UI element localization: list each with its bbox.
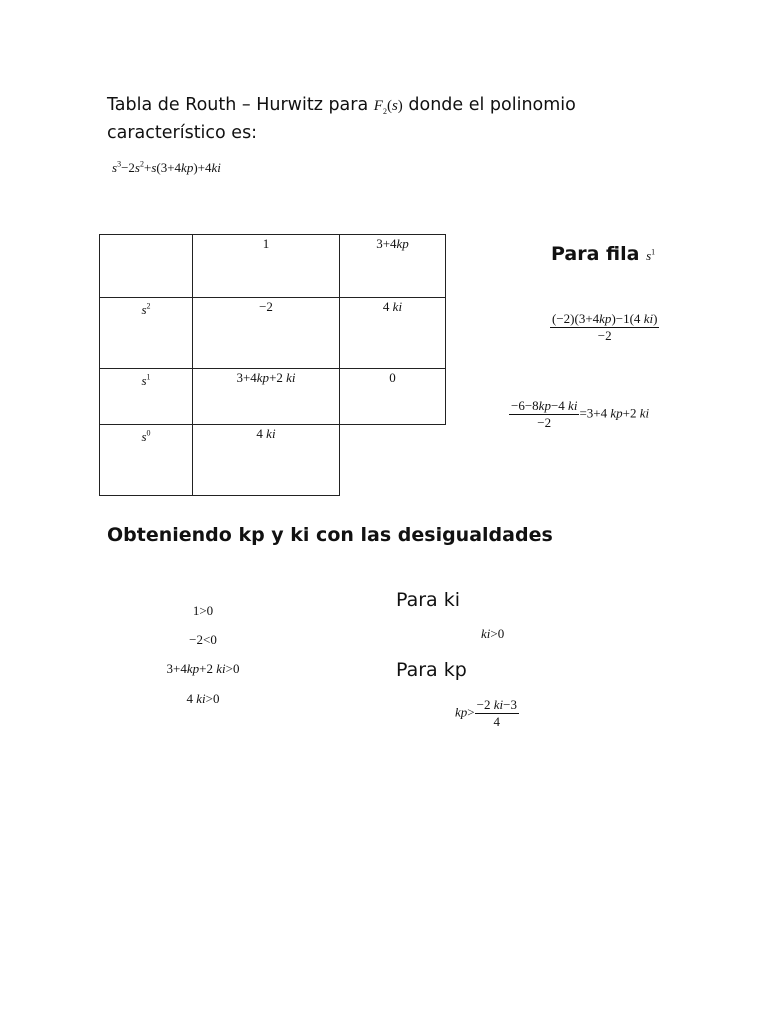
kp-inequality: kp> $\frac{-2 ki-3}{4}$ — [455, 697, 517, 729]
table-row — [100, 369, 446, 425]
fila-fraction-2-result: =3+4 kp+2 ki — [579, 405, 650, 421]
inequality-3: 3+4kp+2 ki>0 — [166, 661, 240, 676]
row-label-s2: $s^2$ — [100, 298, 193, 369]
table-cell-empty — [340, 425, 446, 496]
intro-title-end: donde el polinomio — [408, 95, 576, 115]
table-cell: 1 — [193, 235, 340, 298]
routh-table — [99, 234, 446, 496]
table-cell: 0 — [340, 369, 446, 425]
table-cell: 4 ki — [193, 425, 340, 496]
row-label-s3 — [100, 235, 193, 298]
ki-inequality: ki>0 — [481, 626, 505, 641]
intro-title — [107, 92, 707, 147]
table-row — [100, 235, 446, 298]
fila-fraction-1: $\frac{(-2)(3+4kp)-1(4 ki)}{-2}$ — [552, 311, 658, 343]
row-label-s0: $s^0$ — [100, 425, 193, 496]
ki-heading: Para ki — [396, 589, 461, 611]
table-cell: 3+4kp — [340, 235, 446, 298]
function-symbol: $F_2(s)$ — [373, 98, 403, 116]
row-label-s1: $s^1$ — [100, 369, 193, 425]
table-row — [100, 298, 446, 369]
inequalities-heading: Obteniendo kp y ki con las desigualdades — [107, 524, 553, 546]
characteristic-polynomial: $s^3-2s^2+s(3+4kp)+4ki$ — [112, 159, 221, 175]
inequality-1: 1>0 — [192, 603, 214, 618]
inequality-2: −2<0 — [189, 632, 217, 647]
intro-title-start: Tabla de Routh – Hurwitz para — [107, 95, 369, 115]
table-cell: 4 ki — [340, 298, 446, 369]
intro-title-line2: característico es: — [107, 123, 258, 143]
fila-heading: Para fila $s^1$ — [551, 243, 656, 265]
inequality-4: 4 ki>0 — [186, 691, 220, 706]
table-row — [100, 425, 446, 496]
table-cell: 3+4kp+2 ki — [193, 369, 340, 425]
table-cell: −2 — [193, 298, 340, 369]
fila-fraction-2: $\frac{-6-8kp-4 ki}{-2}$ =3+4 kp+2 ki — [511, 398, 650, 430]
kp-heading: Para kp — [396, 659, 467, 681]
